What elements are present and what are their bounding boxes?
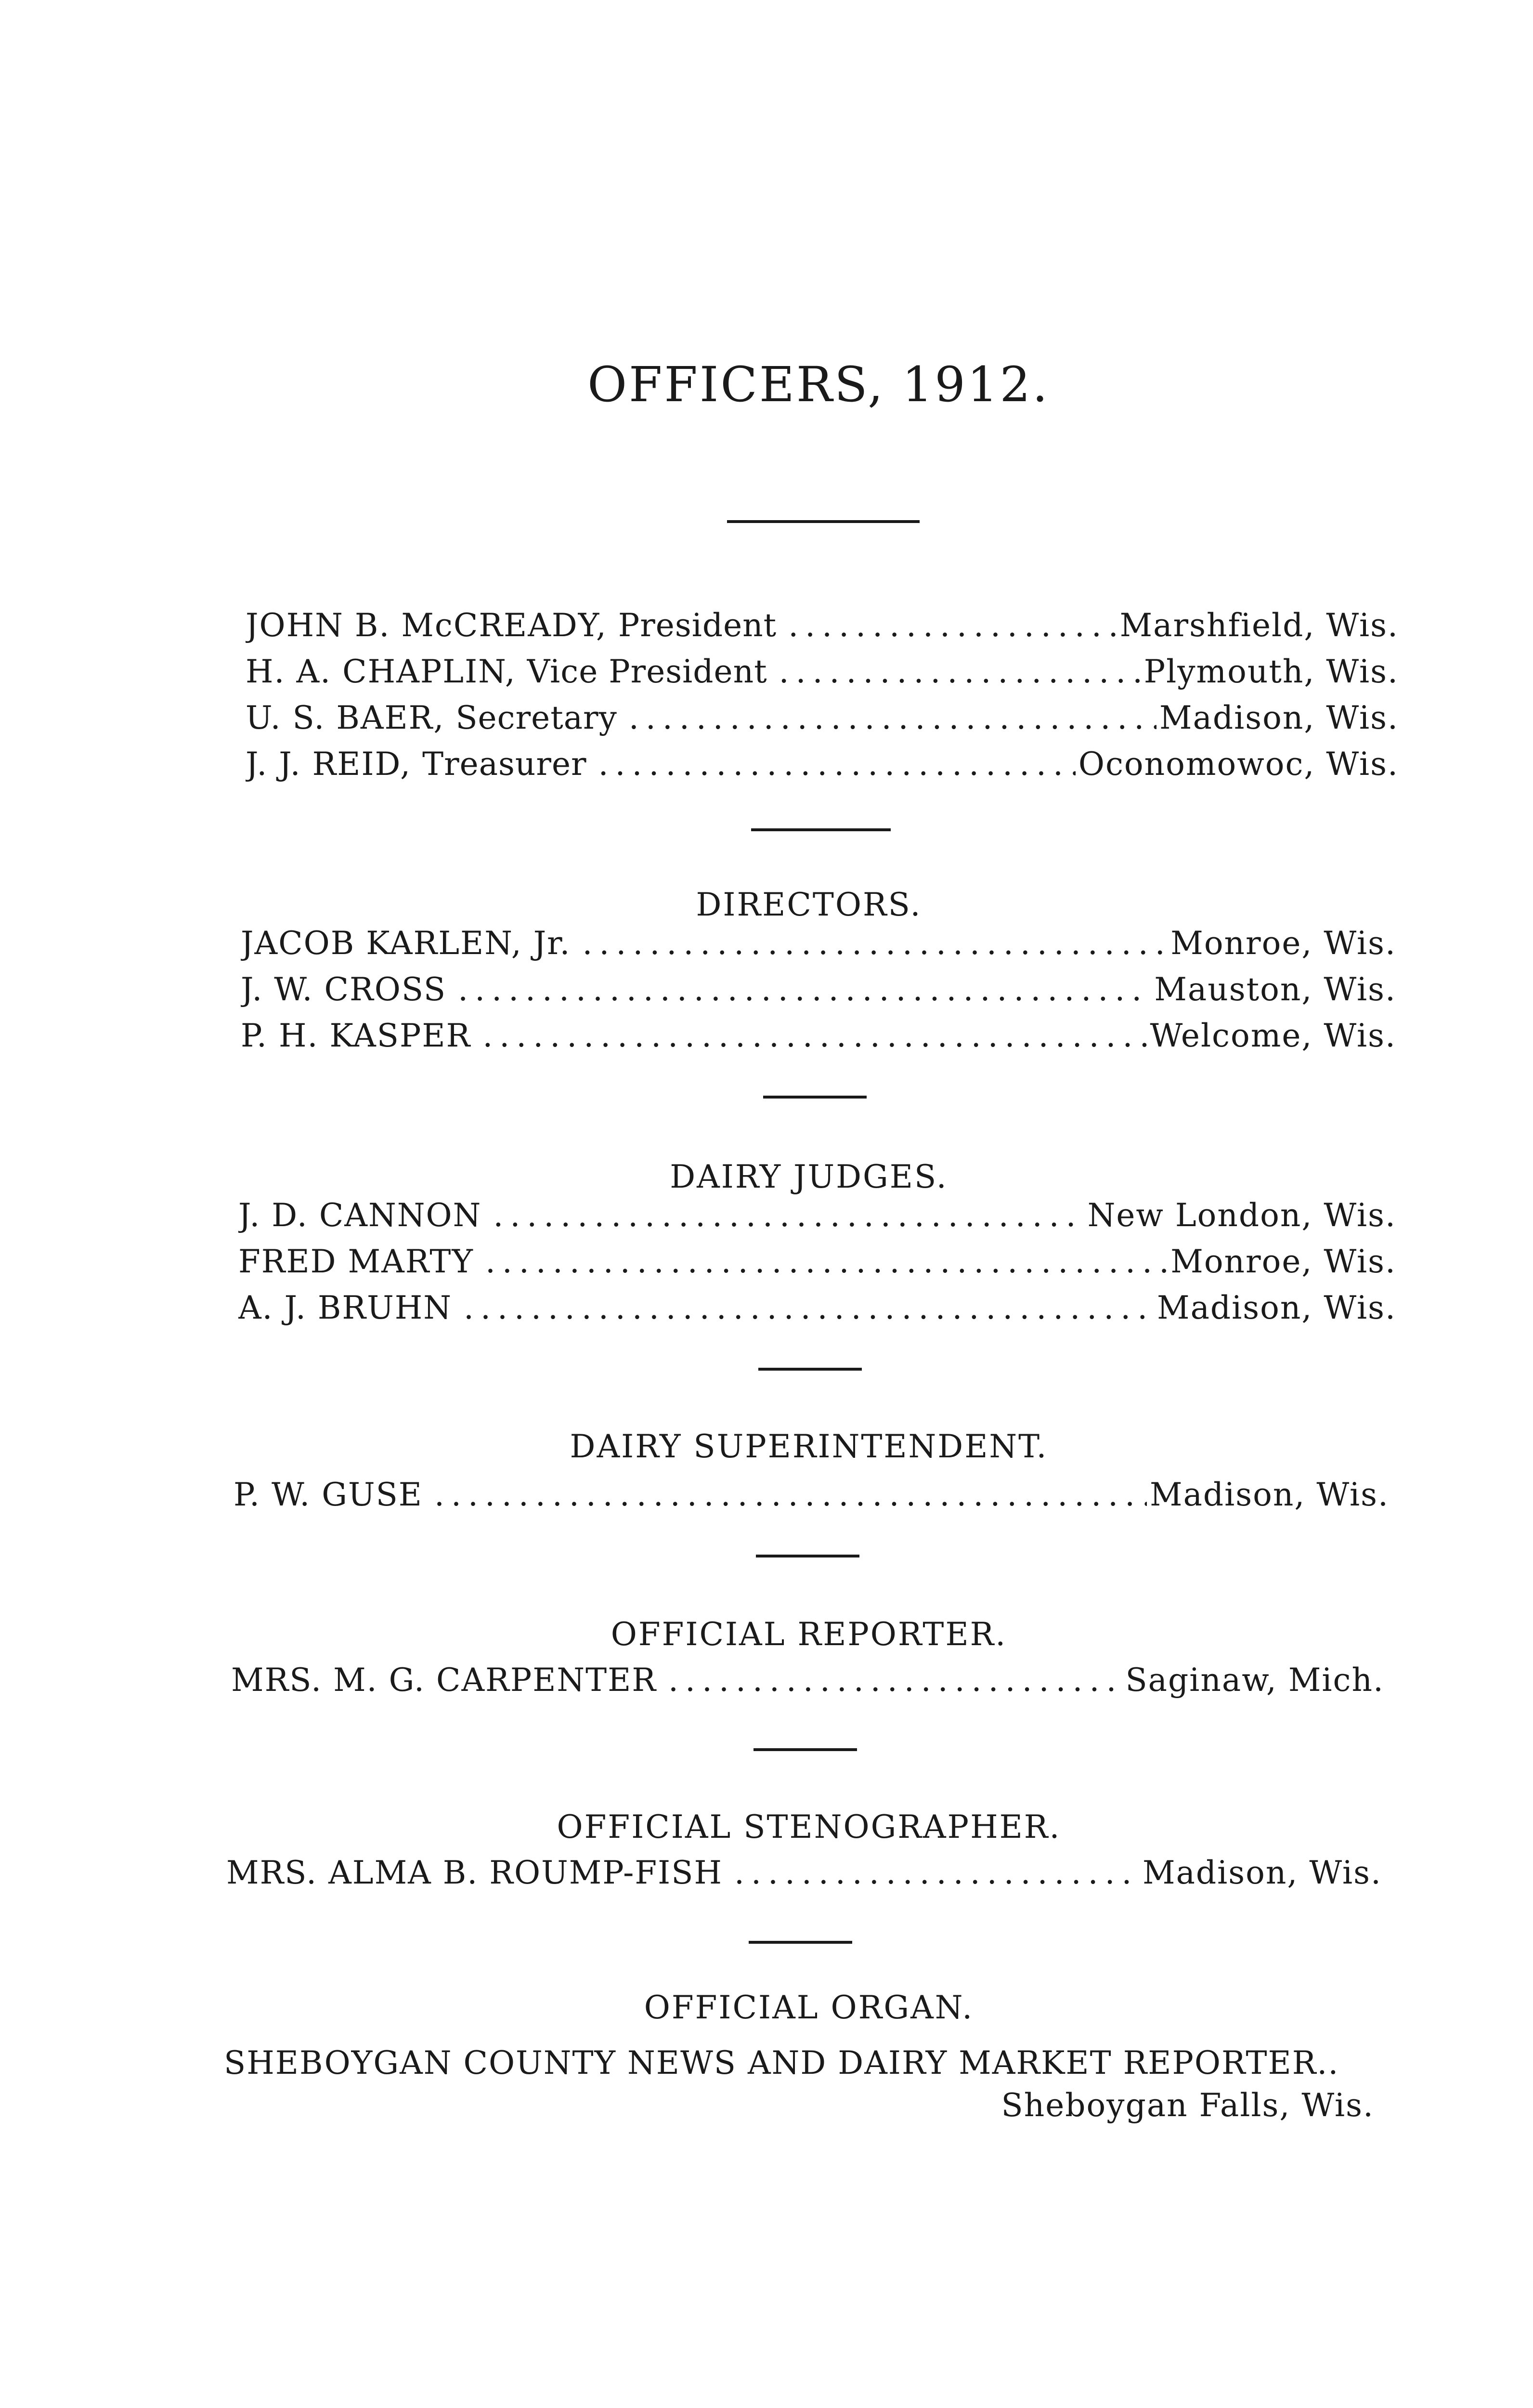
officer-name: JOHN B. McCREADY, [246, 607, 607, 644]
superintendent-entry [234, 1476, 1389, 1513]
divider [756, 1555, 859, 1557]
stenographer-place: Madison, Wis. [1143, 1854, 1382, 1891]
judge-place: Madison, Wis. [1157, 1289, 1396, 1326]
officer-place: Marshfield, Wis. [1119, 607, 1399, 644]
officer-name: H. A. CHAPLIN, [246, 653, 516, 690]
judge-entry [238, 1289, 1396, 1326]
divider [758, 1368, 862, 1371]
officer-name: J. J. REID, [246, 746, 412, 783]
director-entry [241, 925, 1396, 962]
dairy-superintendent-heading: DAIRY SUPERINTENDENT. [570, 1428, 1048, 1465]
directors-heading: DIRECTORS. [696, 886, 922, 923]
superintendent-place: Madison, Wis. [1150, 1476, 1389, 1513]
officer-role: Secretary [455, 699, 617, 736]
official-organ-name: SHEBOYGAN COUNTY NEWS AND DAIRY MARKET REPORTER.. [224, 2044, 1339, 2081]
officer-place: Plymouth, Wis. [1143, 653, 1399, 690]
dot-leader [582, 925, 1168, 962]
director-name: P. H. KASPER [241, 1017, 471, 1054]
reporter-entry [231, 1662, 1384, 1699]
officer-place: Madison, Wis. [1159, 699, 1399, 736]
officer-role: Treasurer [422, 746, 587, 783]
officer-entry-vice-president [246, 653, 1399, 690]
director-place: Monroe, Wis. [1170, 925, 1396, 962]
page-title: OFFICERS, 1912. [587, 356, 1050, 413]
dot-leader [482, 1017, 1147, 1054]
dot-leader [464, 1289, 1154, 1326]
reporter-name: MRS. M. G. CARPENTER [231, 1662, 657, 1699]
judge-name: FRED MARTY [238, 1243, 474, 1280]
dot-leader [668, 1662, 1122, 1699]
dot-leader [779, 653, 1141, 690]
official-reporter-heading: OFFICIAL REPORTER. [611, 1616, 1007, 1653]
divider [727, 520, 920, 523]
officer-entry-president [246, 607, 1399, 644]
dot-leader [493, 1197, 1084, 1234]
dot-leader [434, 1476, 1147, 1513]
judge-entry [238, 1197, 1396, 1234]
officer-place: Oconomowoc, Wis. [1078, 746, 1399, 783]
stenographer-entry [226, 1854, 1382, 1891]
dot-leader [734, 1854, 1140, 1891]
judge-name: J. D. CANNON [238, 1197, 482, 1234]
official-organ-heading: OFFICIAL ORGAN. [644, 1989, 974, 2026]
dot-leader [485, 1243, 1168, 1280]
director-place: Mauston, Wis. [1154, 971, 1396, 1008]
stenographer-name: MRS. ALMA B. ROUMP-FISH [226, 1854, 723, 1891]
officer-role: President [618, 607, 777, 644]
judge-place: New London, Wis. [1087, 1197, 1396, 1234]
dot-leader [788, 607, 1117, 644]
reporter-place: Saginaw, Mich. [1125, 1662, 1384, 1699]
officer-entry-secretary [246, 699, 1399, 736]
judge-name: A. J. BRUHN [238, 1289, 453, 1326]
divider [749, 1941, 852, 1944]
official-stenographer-heading: OFFICIAL STENOGRAPHER. [557, 1808, 1061, 1845]
official-organ-place: Sheboygan Falls, Wis. [1001, 2087, 1374, 2124]
divider [751, 828, 891, 831]
director-place: Welcome, Wis. [1150, 1017, 1396, 1054]
judge-place: Monroe, Wis. [1170, 1243, 1396, 1280]
superintendent-name: P. W. GUSE [234, 1476, 423, 1513]
divider [754, 1748, 857, 1751]
director-name: J. W. CROSS [241, 971, 447, 1008]
dot-leader [629, 699, 1156, 736]
judge-entry [238, 1243, 1396, 1280]
dot-leader [598, 746, 1076, 783]
director-entry [241, 1017, 1396, 1054]
director-name: JACOB KARLEN, Jr. [241, 925, 571, 962]
officer-name: U. S. BAER, [246, 699, 445, 736]
director-entry [241, 971, 1396, 1008]
officer-role: Vice President [527, 653, 767, 690]
dot-leader [458, 971, 1151, 1008]
dairy-judges-heading: DAIRY JUDGES. [670, 1158, 948, 1195]
officer-entry-treasurer [246, 746, 1399, 783]
divider [763, 1096, 867, 1099]
